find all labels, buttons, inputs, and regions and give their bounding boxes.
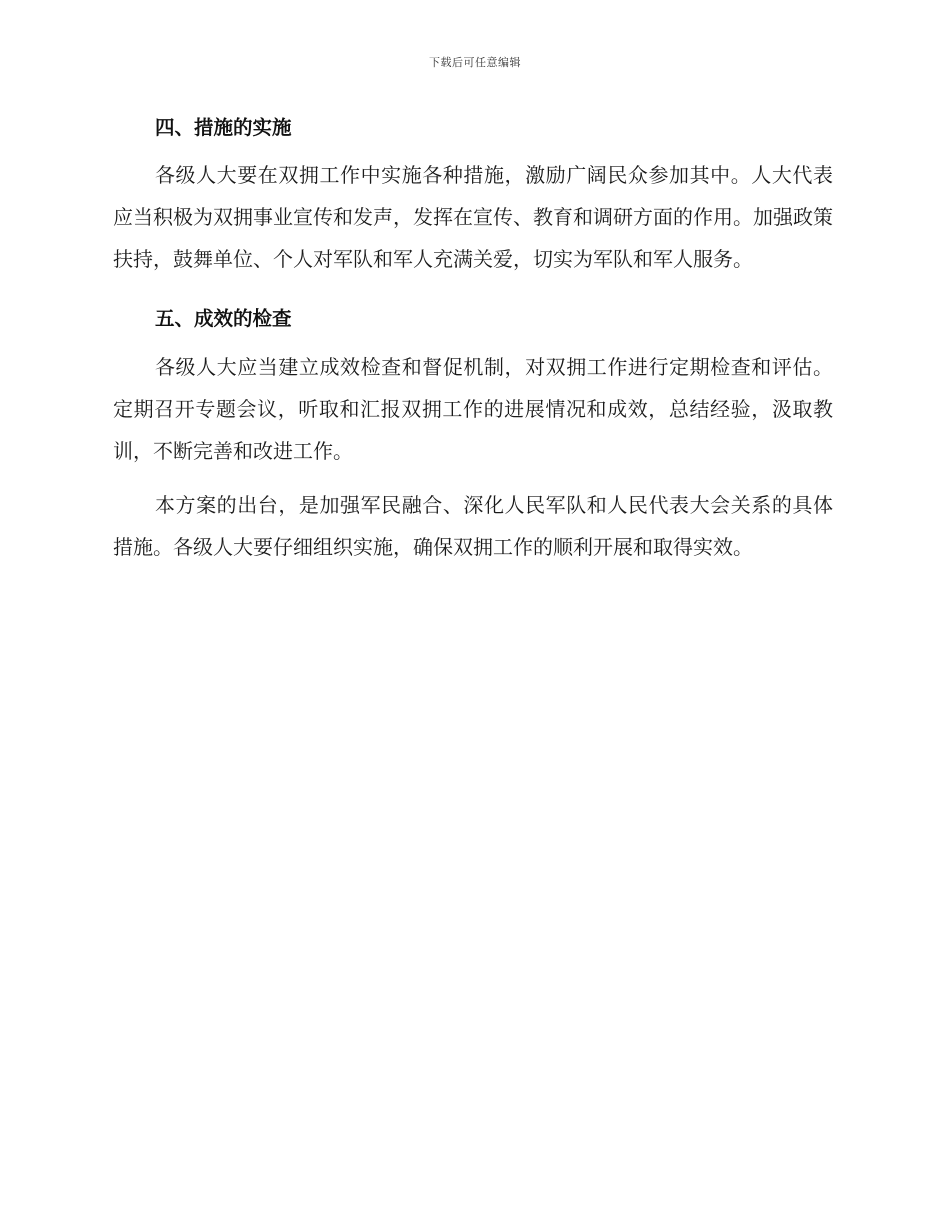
section-paragraph-inspection: 各级人大应当建立成效检查和督促机制，对双拥工作进行定期检查和评估。定期召开专题会议，听取和汇报双拥工作的进展情况和成效，总结经验，汲取教训，不断完善和改进工作。 (113, 355, 833, 463)
document-body (113, 112, 833, 568)
section-heading-inspection: 五、成效的检查 (155, 307, 292, 330)
section-paragraph-measures: 各级人大要在双拥工作中实施各种措施，激励广阔民众参加其中。人大代表应当积极为双拥事业宣传和发声，发挥在宣传、教育和调研方面的作用。加强政策扶持，鼓舞单位、个人对军队和军人充满关爱，切实为军队和军人服务。 (113, 163, 833, 271)
section-heading-measures: 四、措施的实施 (155, 116, 292, 139)
conclusion-paragraph: 本方案的出台，是加强军民融合、深化人民军队和人民代表大会关系的具体措施。各级人大要仔细组织实施，确保双拥工作的顺利开展和取得实效。 (113, 493, 833, 559)
header-note: 下载后可任意编辑 (429, 56, 521, 69)
